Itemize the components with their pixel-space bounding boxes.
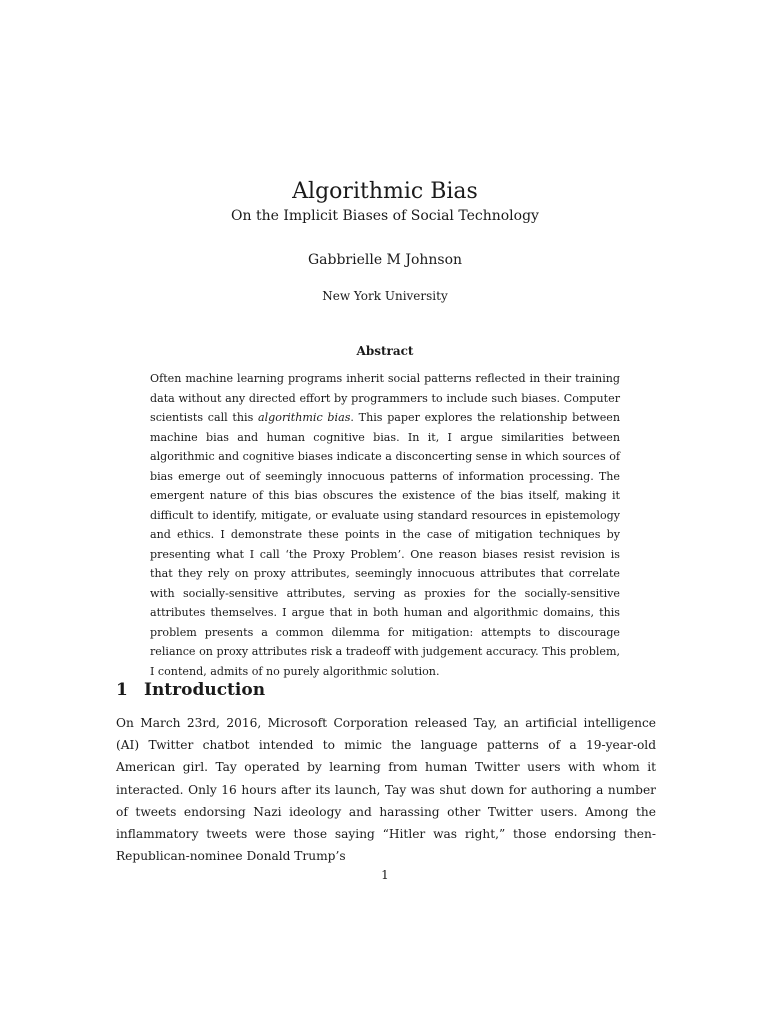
- abstract-text-end: . This paper explores the relationship between machine bias and human cognitive bias. In it, I argue similarities between algorithmic and cognitive biases indicate a disconcerting sense in which sources of bias emerge out of seemingly innocuous patterns of information processing. The emergent nature of this bias obscures the existence of the bias itself, making it difficult to identify, mitigate, or evaluate using standard resources in epistemology and ethics. I demonstrate these points in the case of mitigation techniques by presenting what I call ‘the Proxy Problem’. One reason biases resist revision is that they rely on proxy attributes, seemingly innocuous attributes that correlate with socially-sensitive attributes, serving as proxies for the socially-sensitive attributes themselves. I argue that in both human and algorithmic domains, this problem presents a common dilemma for mitigation: attempts to discourage reliance on proxy attributes risk a tradeoff with judgement accuracy. This problem, I contend, admits of no purely algorithmic solution.: [150, 411, 620, 678]
- section-title: Introduction: [144, 680, 266, 700]
- abstract-paragraph: [150, 369, 620, 681]
- section-heading: [116, 678, 656, 702]
- paper-subtitle: On the Implicit Biases of Social Technology: [231, 208, 539, 224]
- section-body: [116, 712, 656, 867]
- paper-title: Algorithmic Bias: [292, 179, 478, 204]
- page-number: 1: [381, 868, 389, 882]
- abstract-body: [150, 369, 620, 681]
- abstract-text-start: Often machine learning programs inherit social patterns reflected in their training data without any directed effort by programmers to include such biases. Computer scientists call this: [150, 372, 620, 424]
- abstract-emphasis: algorithmic bias: [258, 411, 351, 424]
- abstract-heading: Abstract: [356, 344, 414, 358]
- author-name: Gabbrielle M Johnson: [307, 252, 463, 268]
- author-affiliation: New York University: [322, 289, 448, 303]
- section-number: 1: [116, 680, 128, 700]
- section-paragraph: On March 23rd, 2016, Microsoft Corporation released Tay, an artificial intelligence (AI) Twitter chatbot intended to mimic the language patterns of a 19-year-old American girl. Tay operated by learning from human Twitter users with whom it interacted. Only 16 hours after its launch, Tay was shut down for authoring a number of tweets endorsing Nazi ideology and harassing other Twitter users. Among the inflammatory tweets were those saying “Hitler was right,” those endorsing then-Republican-nominee Donald Trump’s: [116, 716, 656, 864]
